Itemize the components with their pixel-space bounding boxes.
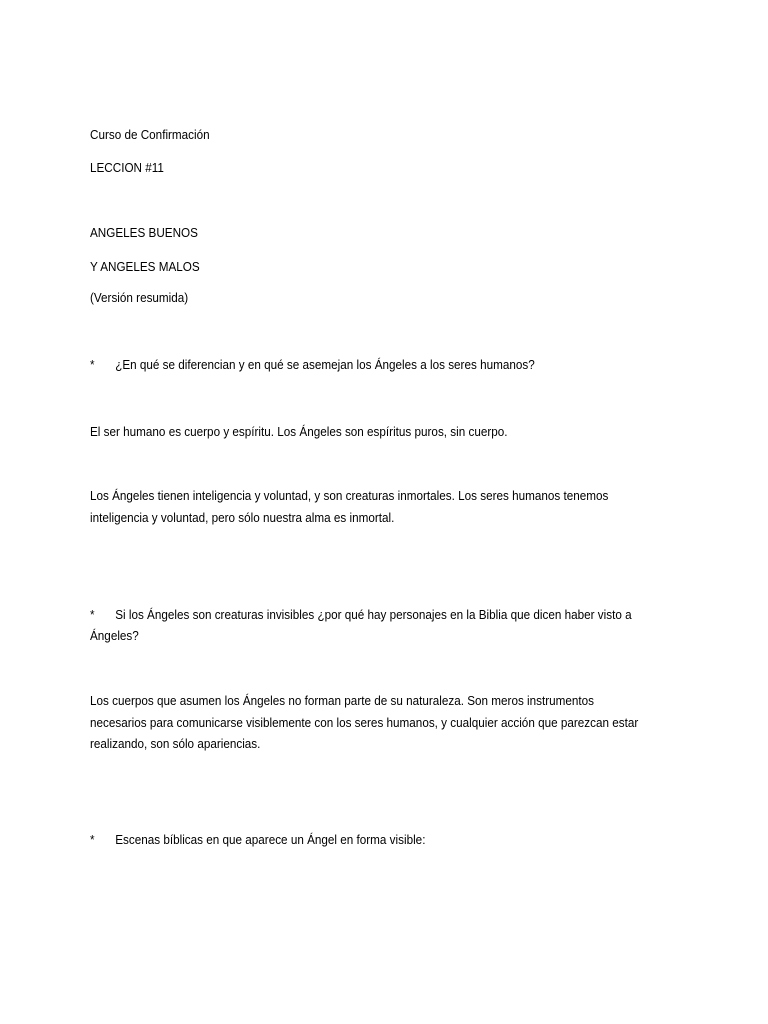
paragraph-line: El ser humano es cuerpo y espíritu. Los Ángeles son espíritus puros, sin cuerpo. [90,424,508,439]
lesson-number: LECCION #11 [90,160,164,175]
paragraph-line: Los cuerpos que asumen los Ángeles no forman parte de su naturaleza. Son meros instrumentos [90,693,595,708]
question-text: Si los Ángeles son creaturas invisibles ¿por qué hay personajes en la Biblia que dicen haber visto a [115,607,632,622]
paragraph-line: inteligencia y voluntad, pero sólo nuestra alma es inmortal. [90,509,395,525]
question-3 [90,829,675,850]
title-line-1: ANGELES BUENOS [90,225,198,240]
paragraph-line: realizando, son sólo apariencias. [90,736,261,751]
paragraph-3 [90,690,675,755]
question-1 [90,354,675,375]
bullet-marker: * [90,607,95,622]
bullet-marker: * [90,357,95,372]
paragraph-2 [90,485,675,528]
paragraph-line: necesarios para comunicarse visiblemente con los seres humanos, y cualquier acción que parezcan estar [90,714,639,730]
bullet-marker: * [90,832,95,847]
question-text-continued: Ángeles? [90,628,139,643]
paragraph-1 [90,421,675,443]
question-text: ¿En qué se diferencian y en qué se asemejan los Ángeles a los seres humanos? [115,357,535,372]
paragraph-line: Los Ángeles tienen inteligencia y voluntad, y son creaturas inmortales. Los seres humanos tenemos [90,488,609,503]
course-title: Curso de Confirmación [90,127,210,142]
subtitle: (Versión resumida) [90,290,189,305]
title-line-2: Y ANGELES MALOS [90,259,200,274]
question-text: Escenas bíblicas en que aparece un Ángel en forma visible: [115,832,426,847]
question-2 [90,604,675,646]
